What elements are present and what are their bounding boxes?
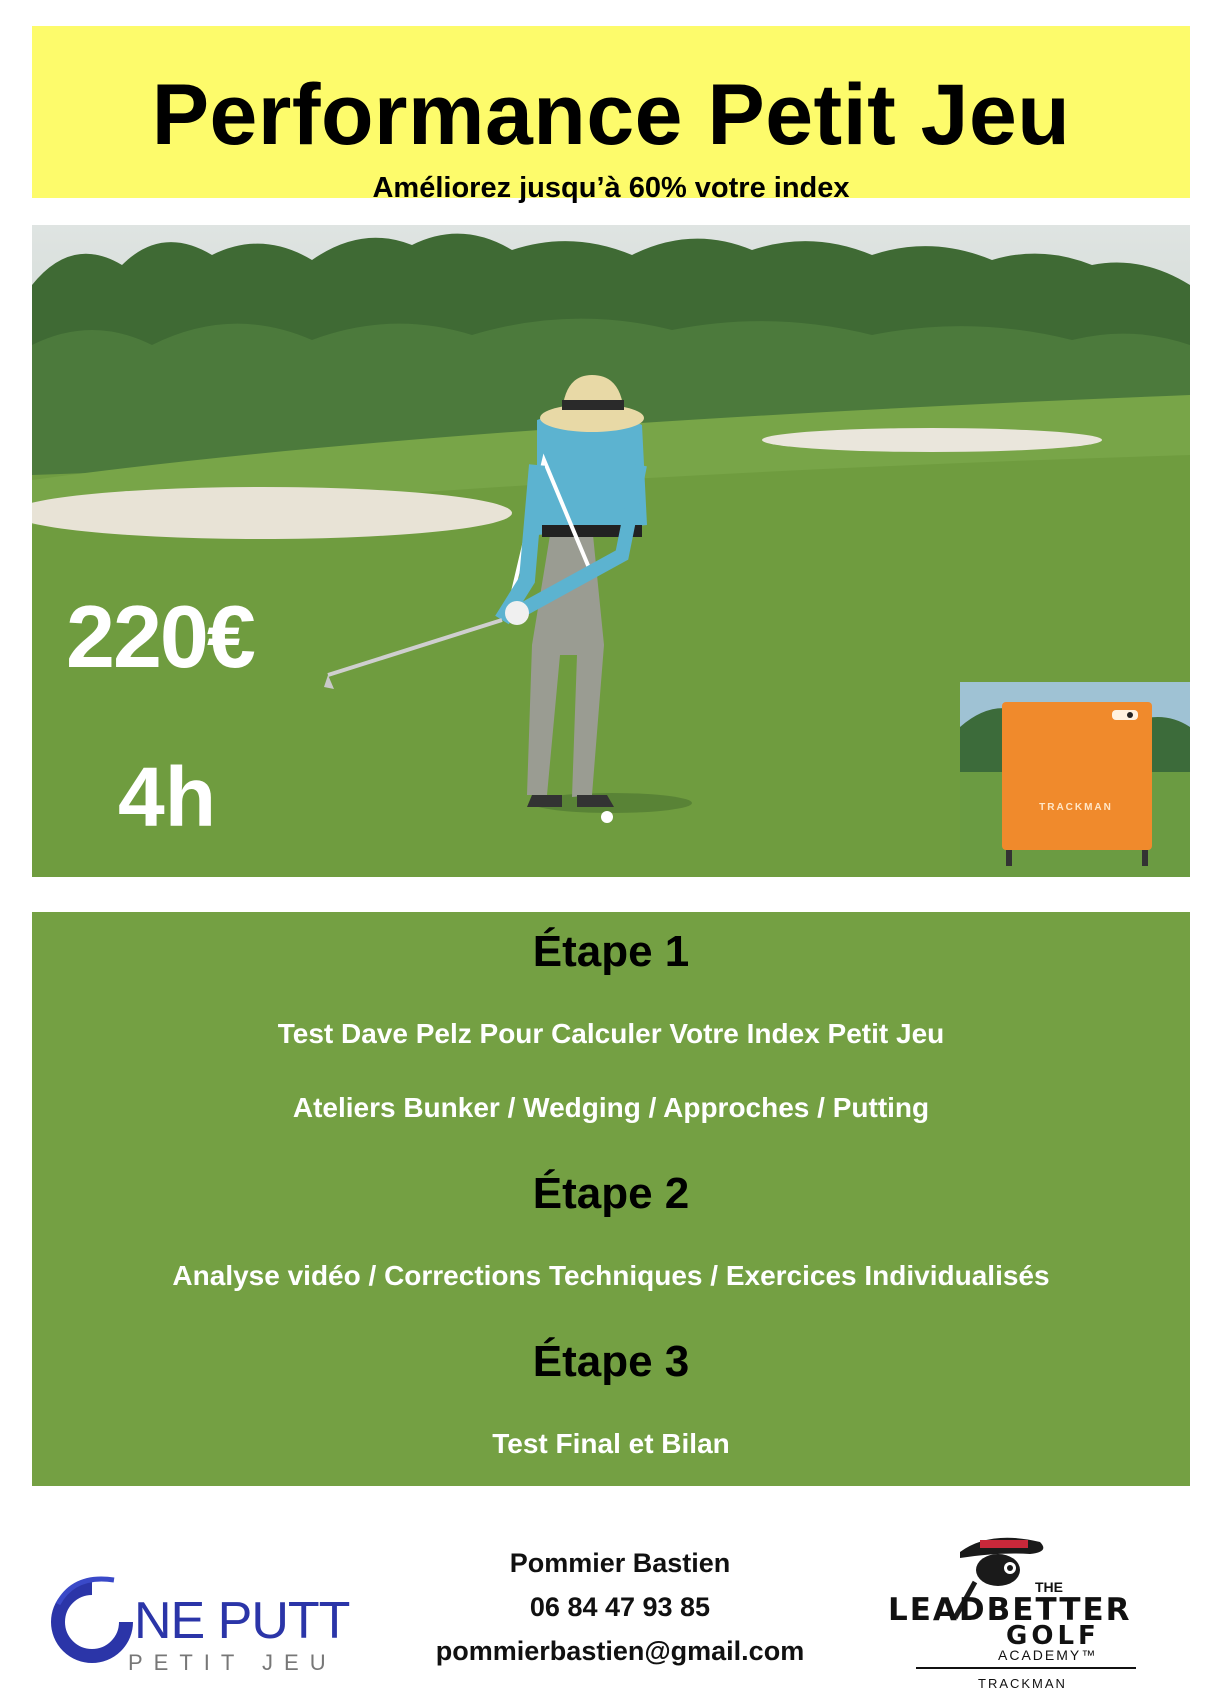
price-label: 220€ — [66, 587, 254, 686]
oneputt-sub-text: PETIT JEU — [128, 1650, 337, 1675]
step-2-title: Étape 2 — [532, 1169, 690, 1218]
leadbetter-academy-text: ACADEMY™ — [998, 1647, 1098, 1663]
leadbetter-trackman-text: TRACKMAN — [978, 1676, 1067, 1691]
golf-photo — [32, 225, 1190, 877]
duration-label: 4h — [118, 750, 217, 844]
step-3-line-1: Test Final et Bilan — [492, 1428, 730, 1459]
header-banner — [32, 26, 1190, 204]
trackman-device-icon — [960, 682, 1190, 877]
oneputt-main-text: NE PUTT — [134, 1592, 350, 1650]
oneputt-logo — [44, 1566, 364, 1676]
leadbetter-the-text: THE — [1035, 1579, 1063, 1595]
leadbetter-academy-logo — [880, 1522, 1170, 1702]
page-title: Performance Petit Jeu — [151, 67, 1071, 163]
contact-email[interactable]: pommierbastien@gmail.com — [435, 1636, 805, 1666]
step-2-line-1: Analyse vidéo / Corrections Techniques / Exercices Individualisés — [172, 1260, 1050, 1291]
contact-phone[interactable]: 06 84 47 93 85 — [529, 1592, 711, 1622]
footer — [0, 1500, 1222, 1705]
page-subtitle: Améliorez jusqu’à 60% votre index — [372, 172, 850, 204]
step-1-title: Étape 1 — [532, 927, 690, 976]
leadbetter-golf-text: GOLF — [1006, 1621, 1100, 1651]
steps-panel — [32, 912, 1190, 1486]
contact-name: Pommier Bastien — [509, 1548, 731, 1578]
leadbetter-name-text: LEADBETTER — [888, 1592, 1132, 1628]
step-3-title: Étape 3 — [532, 1337, 690, 1386]
step-1-line-1: Test Dave Pelz Pour Calculer Votre Index Petit Jeu — [277, 1018, 945, 1049]
step-1-line-2: Ateliers Bunker / Wedging / Approches / Putting — [292, 1092, 930, 1123]
trackman-device-label: TRACKMAN — [1039, 802, 1113, 813]
trackman-device-photo — [960, 682, 1190, 877]
